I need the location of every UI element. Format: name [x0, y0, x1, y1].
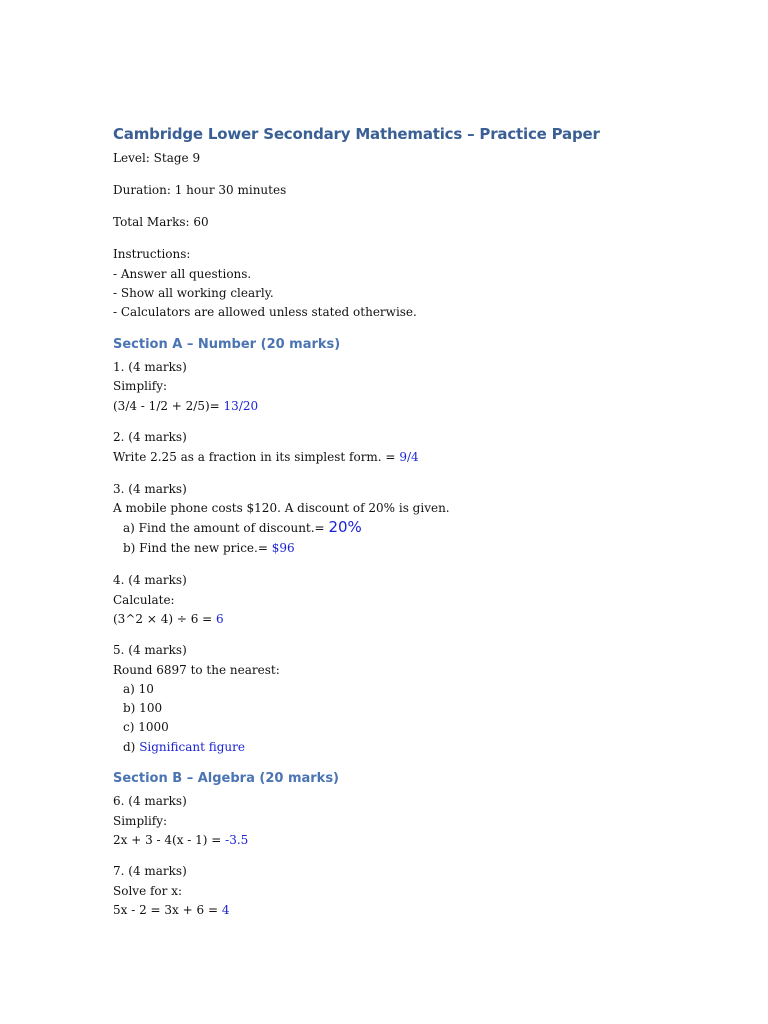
- q4-marks: 4. (4 marks): [113, 573, 187, 587]
- q6-prompt: Simplify:: [113, 814, 168, 828]
- section-a-heading: Section A – Number (20 marks): [113, 337, 341, 352]
- q5d-line: [123, 739, 245, 755]
- q1-prompt: Simplify:: [113, 379, 168, 393]
- q1-marks: 1. (4 marks): [113, 360, 187, 374]
- section-b-heading: Section B – Algebra (20 marks): [113, 771, 339, 786]
- instruction-item: - Answer all questions.: [113, 267, 252, 281]
- level-line: Level: Stage 9: [113, 151, 201, 165]
- q7-expr-text: 5x - 2 = 3x + 6 =: [113, 903, 222, 917]
- q4-answer: 6: [216, 612, 224, 626]
- q3-marks: 3. (4 marks): [113, 482, 187, 496]
- q5-marks: 5. (4 marks): [113, 643, 187, 657]
- q7-answer: 4: [221, 903, 230, 917]
- document-title: Cambridge Lower Secondary Mathematics – Practice Paper: [113, 125, 600, 143]
- q1-expression: [113, 398, 258, 414]
- q7-expression: [113, 902, 229, 918]
- q2-answer: 9/4: [399, 450, 419, 464]
- q5b: b) 100: [123, 701, 163, 715]
- q3a-text: a) Find the amount of discount.=: [123, 521, 329, 535]
- q7-prompt: Solve for x:: [113, 884, 183, 898]
- total-marks-line: Total Marks: 60: [113, 215, 209, 229]
- q6-answer: -3.5: [225, 833, 249, 847]
- q3b-text: b) Find the new price.=: [123, 541, 272, 555]
- q2-prompt: Write 2.25 as a fraction in its simplest form. =: [113, 450, 400, 464]
- q1-answer: 13/20: [223, 399, 259, 413]
- q7-marks: 7. (4 marks): [113, 864, 187, 878]
- q4-expr-text: (3^2 × 4) ÷ 6 =: [113, 612, 217, 626]
- q3b-answer: $96: [271, 541, 295, 555]
- q4-expression: [113, 611, 224, 627]
- q3b-line: [123, 540, 295, 556]
- q2-marks: 2. (4 marks): [113, 430, 187, 444]
- q1-expr-text: (3/4 - 1/2 + 2/5)=: [113, 399, 224, 413]
- q6-marks: 6. (4 marks): [113, 794, 187, 808]
- q5-prompt: Round 6897 to the nearest:: [113, 663, 280, 677]
- q5d-answer: Significant figure: [139, 740, 245, 754]
- q2-prompt-line: [113, 449, 419, 465]
- instructions-heading: Instructions:: [113, 247, 191, 261]
- q5d-label: d): [123, 740, 140, 754]
- instruction-item: - Calculators are allowed unless stated otherwise.: [113, 305, 417, 319]
- q6-expr-text: 2x + 3 - 4(x - 1) =: [113, 833, 226, 847]
- q3a-answer: 20%: [328, 518, 362, 536]
- duration-line: Duration: 1 hour 30 minutes: [113, 183, 287, 197]
- instruction-item: - Show all working clearly.: [113, 286, 274, 300]
- q6-expression: [113, 832, 248, 848]
- q3-prompt: A mobile phone costs $120. A discount of 20% is given.: [113, 501, 450, 515]
- q4-prompt: Calculate:: [113, 593, 175, 607]
- q3a-line: [123, 519, 362, 536]
- q5a: a) 10: [123, 682, 154, 696]
- q5c: c) 1000: [123, 720, 169, 734]
